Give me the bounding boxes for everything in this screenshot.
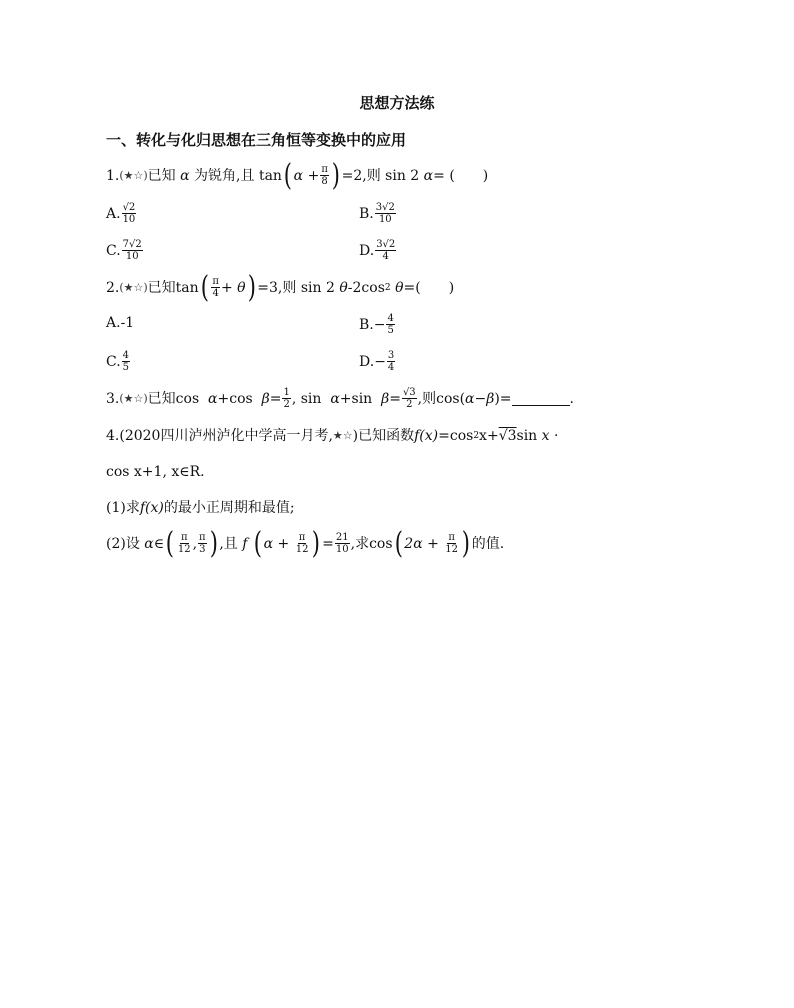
alpha-symbol: α <box>144 535 154 552</box>
function-f: f <box>242 535 248 552</box>
frac-num: π <box>212 276 219 287</box>
frac-num: π <box>199 532 206 543</box>
q2-text: 已知 <box>147 279 176 296</box>
period: . <box>569 390 574 407</box>
frac-den: 10 <box>122 214 136 225</box>
q3-number: 3. <box>106 390 120 407</box>
q1-ask-tail: = <box>433 167 445 184</box>
q1-ask: sin 2 <box>385 167 420 184</box>
left-paren: ( <box>200 269 209 305</box>
fraction <box>295 532 310 555</box>
alpha-symbol: α <box>293 167 304 184</box>
alpha-symbol: α <box>465 390 475 407</box>
frac-num: 4 <box>122 350 130 361</box>
question-3 <box>106 387 574 410</box>
fraction <box>375 202 396 225</box>
q2-number: 2. <box>106 279 120 296</box>
tan-func: tan <box>258 167 282 184</box>
fraction <box>320 164 329 187</box>
beta-symbol: β <box>381 390 390 407</box>
function-fx: f(x) <box>139 500 164 516</box>
minus-sign: − <box>374 353 386 370</box>
option-label: B. <box>359 205 374 222</box>
superscript: 2 <box>473 431 480 441</box>
q2-option-d[interactable] <box>359 350 396 373</box>
frac-den: 4 <box>212 288 219 299</box>
equals: = <box>389 390 401 407</box>
right-paren: ) <box>209 525 218 561</box>
comma: , <box>192 535 198 552</box>
minus-sign: − <box>474 390 487 407</box>
frac-den: 10 <box>125 251 139 262</box>
difficulty-stars: (★☆) <box>119 168 148 182</box>
q1-text-c: =2,则 <box>341 167 381 184</box>
frac-num: 4 <box>387 313 394 324</box>
q2-option-b[interactable] <box>359 313 396 336</box>
q3-text: 已知 <box>147 390 176 407</box>
fraction <box>375 239 396 262</box>
right-paren: ) <box>312 525 321 561</box>
q2-ask-tail: = <box>403 279 416 296</box>
q2-ask-mid: -2cos <box>347 279 385 296</box>
q4-text: )已知函数 <box>352 428 415 444</box>
frac-den: 4 <box>387 362 395 373</box>
option-label: A. <box>106 205 121 222</box>
frac-den: 5 <box>387 325 394 336</box>
frac-num: 3√2 <box>376 239 396 250</box>
frac-num: π <box>448 532 455 543</box>
q2-text-b: =3,则 <box>257 279 297 296</box>
right-paren: ) <box>461 525 470 561</box>
q3-text-b: ,则 <box>417 390 437 407</box>
frac-num: √2 <box>122 202 136 213</box>
frac-den: 5 <box>122 362 130 373</box>
difficulty-stars: (★☆) <box>119 391 148 405</box>
fraction <box>335 532 350 555</box>
right-paren: ) <box>247 269 256 305</box>
q4-def-c: sin <box>516 428 538 444</box>
fraction <box>198 532 207 555</box>
plus-sign: + <box>427 535 439 552</box>
section-heading: 一、转化与化归思想在三角恒等变换中的应用 <box>106 131 407 149</box>
alpha-symbol: α <box>180 167 190 184</box>
q4-source: (2020四川泸州泸化中学高一月考, <box>119 428 333 444</box>
alpha-symbol: α <box>208 390 218 407</box>
two-alpha: 2α <box>404 535 423 552</box>
option-label: D. <box>359 242 375 259</box>
part2-text-b: ,且 <box>219 535 238 552</box>
q1-text: 已知 <box>147 167 176 184</box>
fraction <box>282 387 290 410</box>
fraction <box>387 350 395 373</box>
superscript: 2 <box>384 282 391 293</box>
fraction <box>402 387 417 410</box>
frac-den: 10 <box>335 544 349 555</box>
fraction <box>211 276 220 299</box>
alpha-symbol: α <box>330 390 340 407</box>
frac-num: π <box>321 164 328 175</box>
alpha-symbol: α <box>263 535 274 552</box>
frac-den: 4 <box>382 251 389 262</box>
frac-num: 3 <box>387 350 395 361</box>
frac-den: 2 <box>283 399 290 410</box>
element-of: ∈ <box>153 535 165 552</box>
answer-blank[interactable] <box>512 391 570 406</box>
fraction <box>177 532 192 555</box>
left-paren: ( <box>165 525 175 561</box>
answer-paren: ( ) <box>415 279 455 296</box>
difficulty-stars: ★☆ <box>332 429 353 442</box>
frac-den: 3 <box>199 544 206 555</box>
tan-func: tan <box>175 279 199 296</box>
equals: = <box>322 535 334 552</box>
plus-cos: +cos <box>217 390 253 407</box>
cos-func: cos <box>369 535 393 552</box>
question-4 <box>106 426 558 446</box>
option-label: A. <box>106 315 121 331</box>
option-label: D. <box>359 353 375 370</box>
question-1: 1. (★☆) 已知 α 为锐角,且 tan ( α + $\frac{\pi}{8}$ ) =2,则 sin 2 α = ( ) <box>106 157 489 193</box>
frac-num: 3√2 <box>375 202 395 213</box>
right-paren: ) <box>331 157 340 193</box>
beta-symbol: β <box>261 390 270 407</box>
q1-option-a[interactable] <box>106 202 137 225</box>
q2-ask: sin 2 <box>300 279 335 296</box>
frac-den: 12 <box>445 544 459 555</box>
q2-option-c[interactable] <box>106 350 131 373</box>
plus-sin: +sin <box>339 390 373 407</box>
theta-symbol: θ <box>395 279 404 296</box>
plus-theta: + θ <box>220 279 246 296</box>
frac-num: √3 <box>402 387 416 398</box>
sqrt3: √3 <box>498 428 517 444</box>
left-paren: ( <box>253 525 262 561</box>
q4-line-2: cos x+1, x∈R. <box>106 464 205 480</box>
q3-ask: cos( <box>436 390 466 407</box>
question-2 <box>106 269 455 305</box>
frac-den: 12 <box>177 544 191 555</box>
fraction <box>122 202 137 225</box>
x-var: x <box>541 428 550 444</box>
part2-text-c: ,求 <box>350 535 370 552</box>
alpha-symbol: α <box>423 167 434 184</box>
frac-den: 12 <box>295 544 309 555</box>
option-label: C. <box>106 242 121 259</box>
theta-symbol: θ <box>339 279 348 296</box>
option-label: C. <box>106 353 121 370</box>
q1-text-b: 为锐角,且 <box>194 167 255 184</box>
minus-sign: − <box>373 316 386 333</box>
frac-num: π <box>180 532 188 543</box>
frac-den: 10 <box>378 214 392 225</box>
fraction <box>122 350 130 373</box>
q4-part-1 <box>106 498 295 518</box>
q3-ask-tail: )= <box>494 390 512 407</box>
q1-option-b[interactable] <box>359 202 397 225</box>
option-value: -1 <box>120 315 135 331</box>
fraction <box>122 239 143 262</box>
q1-option-d[interactable] <box>359 239 397 262</box>
fraction <box>444 532 459 555</box>
frac-num: 21 <box>335 532 349 543</box>
q4-def-b: x+ <box>479 428 499 444</box>
equals: = <box>269 390 282 407</box>
plus-sign: + <box>277 535 290 552</box>
mult-dot: · <box>554 428 559 444</box>
option-label: B. <box>359 316 374 333</box>
q4-part-2 <box>106 525 505 561</box>
part2-label: (2)设 <box>106 535 140 552</box>
q1-number: 1. <box>106 167 120 184</box>
cos-func: cos <box>175 390 200 407</box>
frac-den: 2 <box>406 399 413 410</box>
page-title: 思想方法练 <box>359 94 435 112</box>
function-fx: f(x) <box>414 428 439 444</box>
q4-def-a: =cos <box>438 428 474 444</box>
frac-den: 8 <box>321 176 328 187</box>
part2-text-d: 的值. <box>471 535 505 552</box>
frac-num: π <box>298 532 306 543</box>
left-paren: ( <box>283 157 292 193</box>
difficulty-stars: (★☆) <box>119 280 148 294</box>
part1-text: 的最小正周期和最值; <box>163 500 295 516</box>
beta-symbol: β <box>486 390 495 407</box>
frac-num: 1 <box>283 387 290 398</box>
frac-num: 7√2 <box>122 239 142 250</box>
q4-number: 4. <box>106 428 120 444</box>
fraction <box>386 313 394 336</box>
part1-label: (1)求 <box>106 500 140 516</box>
answer-paren: ( ) <box>449 167 489 184</box>
q1-option-c[interactable] <box>106 239 144 262</box>
sin-func: , sin <box>291 390 322 407</box>
left-paren: ( <box>394 525 403 561</box>
q2-option-a[interactable] <box>106 313 134 333</box>
